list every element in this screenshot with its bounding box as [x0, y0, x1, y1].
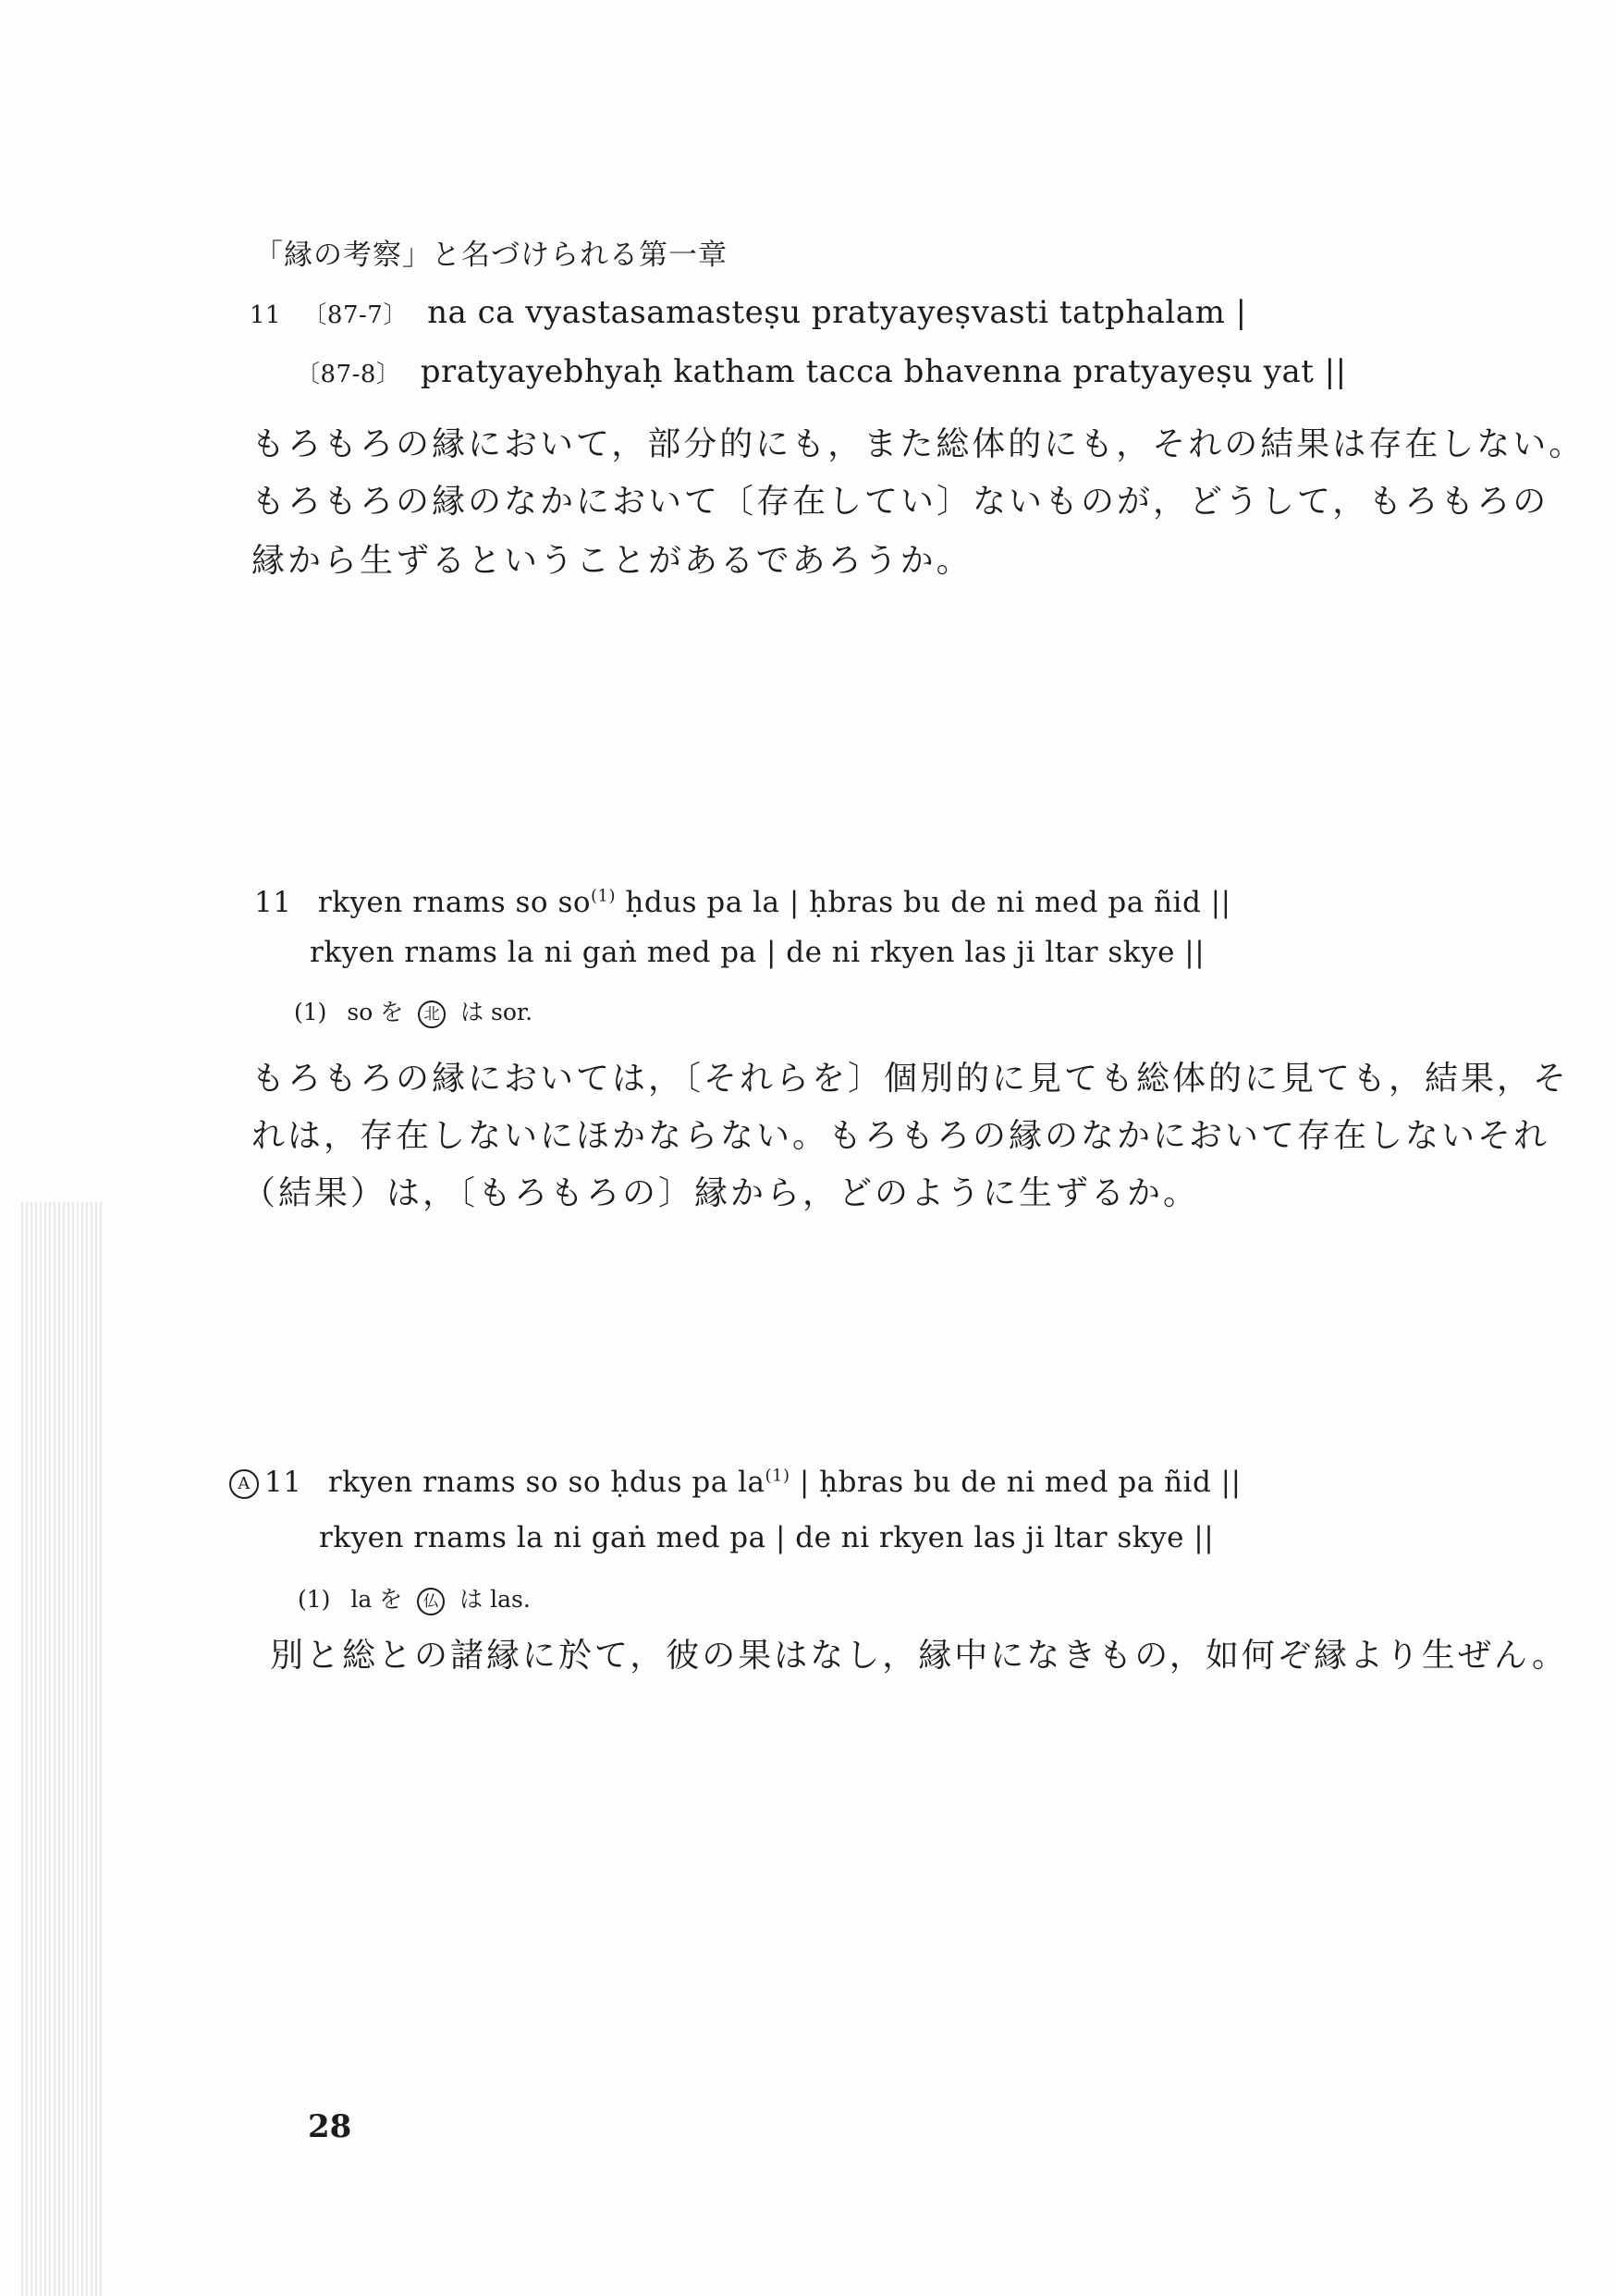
- edition-mark-icon: 仏: [417, 1588, 445, 1615]
- chapter-heading: 「縁の考察」と名づけられる第一章: [254, 239, 728, 272]
- tibetan-text: ḥdus pa la | ḥbras bu de ni med pa ñid ||: [616, 886, 1231, 919]
- sanskrit-line-1: [250, 294, 1247, 331]
- translation-2-line-2: れは，存在しないにほかならない。もろもろの縁のなかにおいて存在しないそれ: [251, 1117, 1550, 1155]
- edition-mark-icon: 北: [418, 1001, 446, 1028]
- tibetan-text: rkyen rnams so so ḥdus pa la: [327, 1466, 765, 1499]
- verse-number: 11: [254, 886, 292, 919]
- verse-ref: 〔87-7〕: [302, 301, 408, 329]
- translation-2-line-1: もろもろの縁においては，〔それらを〕個別的に見ても総体的に見ても，結果，そ: [251, 1060, 1570, 1098]
- verse-ref: 〔87-8〕: [296, 361, 401, 388]
- page-number: 28: [308, 2108, 352, 2145]
- sanskrit-text: na ca vyastasamasteṣu pratyayeṣvasti tatphalam |: [427, 294, 1247, 331]
- sanskrit-text: pratyayebhyaḥ katham tacca bhavenna pratyayeṣu yat ||: [420, 353, 1347, 390]
- verse-number: 11: [250, 301, 282, 329]
- tibetan-1-footnote: [294, 994, 533, 1028]
- footnote-text: は sor.: [460, 999, 533, 1025]
- sanskrit-line-2: [296, 353, 1347, 390]
- tibetan-1-line-1: [254, 886, 1231, 919]
- translation-3: 別と総との諸縁に於て，彼の果はなし，縁中になきもの，如何ぞ縁より生ぜん。: [270, 1637, 1569, 1675]
- footnote-marker: (1): [765, 1466, 790, 1486]
- tibetan-2-line-2: rkyen rnams la ni gaṅ med pa | de ni rkyen las ji ltar skye ||: [319, 1521, 1215, 1554]
- translation-1-line-1: もろもろの縁において，部分的にも，また総体的にも，それの結果は存在しない。: [251, 425, 1585, 463]
- translation-1-line-3: 縁から生ずるということがあるであろうか。: [251, 542, 973, 580]
- tibetan-1-line-2: rkyen rnams la ni gaṅ med pa | de ni rkyen las ji ltar skye ||: [310, 936, 1206, 969]
- footnote-number: (1): [298, 1586, 331, 1613]
- translation-1-line-2: もろもろの縁のなかにおいて〔存在してい〕ないものが，どうして，もろもろの: [251, 483, 1549, 521]
- tibetan-text: rkyen rnams so so: [317, 886, 592, 919]
- tibetan-2-footnote: [298, 1581, 531, 1615]
- edition-mark-icon: A: [229, 1469, 259, 1499]
- verse-number: 11: [264, 1466, 302, 1499]
- tibetan-text: | ḥbras bu de ni med pa ñid ||: [790, 1466, 1242, 1499]
- footnote-text: so を: [347, 999, 404, 1025]
- footnote-number: (1): [294, 999, 327, 1025]
- scan-binding-edge: [18, 1202, 102, 2296]
- footnote-marker: (1): [591, 886, 617, 906]
- tibetan-2-line-1: [229, 1466, 1242, 1499]
- footnote-text: は las.: [459, 1586, 531, 1613]
- footnote-text: la を: [350, 1586, 403, 1613]
- translation-2-line-3: （結果）は，〔もろもろの〕縁から，どのように生ずるか。: [242, 1174, 1200, 1212]
